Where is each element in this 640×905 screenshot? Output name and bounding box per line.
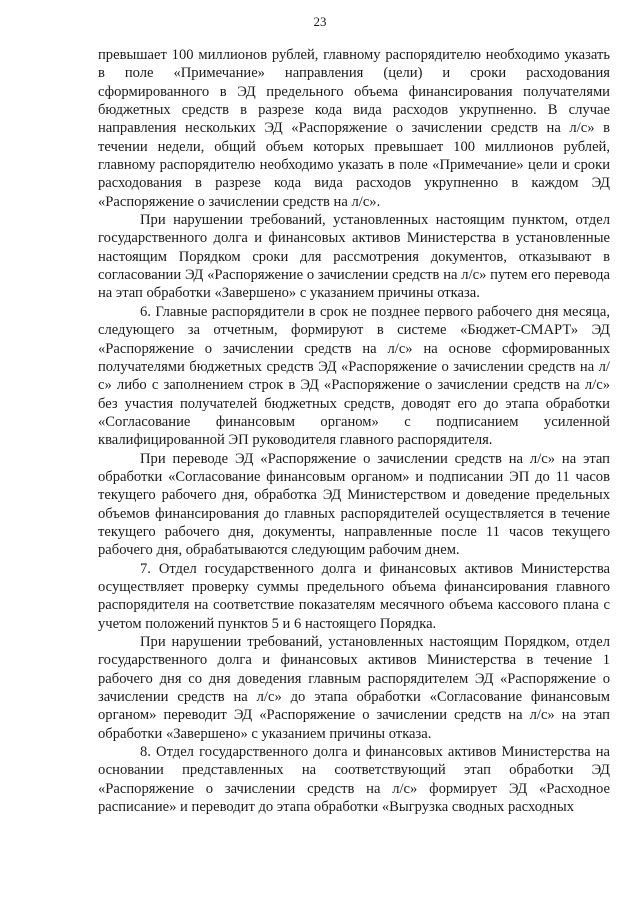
document-body	[98, 46, 610, 816]
paragraph-item-6: 6. Главные распорядители в срок не позднее первого рабочего дня месяца, следующего за отчетным, формируют в системе «Бюджет-СМАРТ» ЭД «Распоряжение о зачислении средств на л/с» на основе сформированных получателями бюджетных средств ЭД «Распоряжение о зачислении средств на л/с» либо с заполнением строк в ЭД «Распоряжение о зачислении средств на л/с» без участия получателей бюджетных средств, доводят его до этапа обработки «Согласование финансовым органом» с подписанием усиленной квалифицированной ЭП руководителя главного распорядителя.	[98, 303, 610, 449]
paragraph-continuation: превышает 100 миллионов рублей, главному распорядителю необходимо указать в поле «Примечание» направления (цели) и сроки расходования сформированного в ЭД предельного объема финансирования получателями бюджетных средств в разрезе кода вида расходов укрупненно. В случае направления нескольких ЭД «Распоряжение о зачислении средств на л/с» в течении недели, общий объем которых превышает 100 миллионов рублей, главному распорядителю необходимо указать в поле «Примечание» цели и сроки расходования в разрезе кода вида расходов укрупненно в каждом ЭД «Распоряжение о зачислении средств на л/с».	[98, 47, 610, 210]
paragraph-violation-point-5: При нарушении требований, установленных настоящим пунктом, отдел государственного долга и финансовых активов Министерства в установленные настоящим Порядком сроки для рассмотрения документов, отказывают в согласовании ЭД «Распоряжение о зачислении средств на л/с» путем его перевода на этап обработки «Завершено» с указанием причины отказа.	[98, 212, 610, 302]
paragraph-item-7: 7. Отдел государственного долга и финансовых активов Министерства осуществляет проверку суммы предельного объема финансирования главного распорядителя на соответствие показателям месячного объема кассового плана с учетом положений пунктов 5 и 6 настоящего Порядка.	[98, 560, 610, 632]
paragraph-transfer-deadline: При переводе ЭД «Распоряжение о зачислении средств на л/с» на этап обработки «Согласование финансовым органом» и подписании ЭП до 11 часов текущего рабочего дня, обработка ЭД Министерством и доведение предельных объемов финансирования до главных распорядителей осуществляется в течение текущего рабочего дня, документы, направленные после 11 часов текущего рабочего дня, обрабатываются следующим рабочим днем.	[98, 450, 610, 559]
page-number: 23	[313, 14, 327, 29]
paragraph-item-8: 8. Отдел государственного долга и финансовых активов Министерства на основании представленных на соответствующий этап обработки ЭД «Распоряжение о зачислении средств на л/с» формирует ЭД «Расходное расписание» и переводит до этапа обработки «Выгрузка сводных расходных	[98, 744, 610, 816]
paragraph-violation-order: При нарушении требований, установленных настоящим Порядком, отдел государственного долга и финансовых активов Министерства в течение 1 рабочего дня со дня доведения главным распорядителем ЭД «Распоряжение о зачислении средств на л/с» до этапа обработки «Согласование финансовым органом» переводит ЭД «Распоряжение о зачислении средств на л/с» на этап обработки «Завершено» с указанием причины отказа.	[98, 634, 610, 742]
